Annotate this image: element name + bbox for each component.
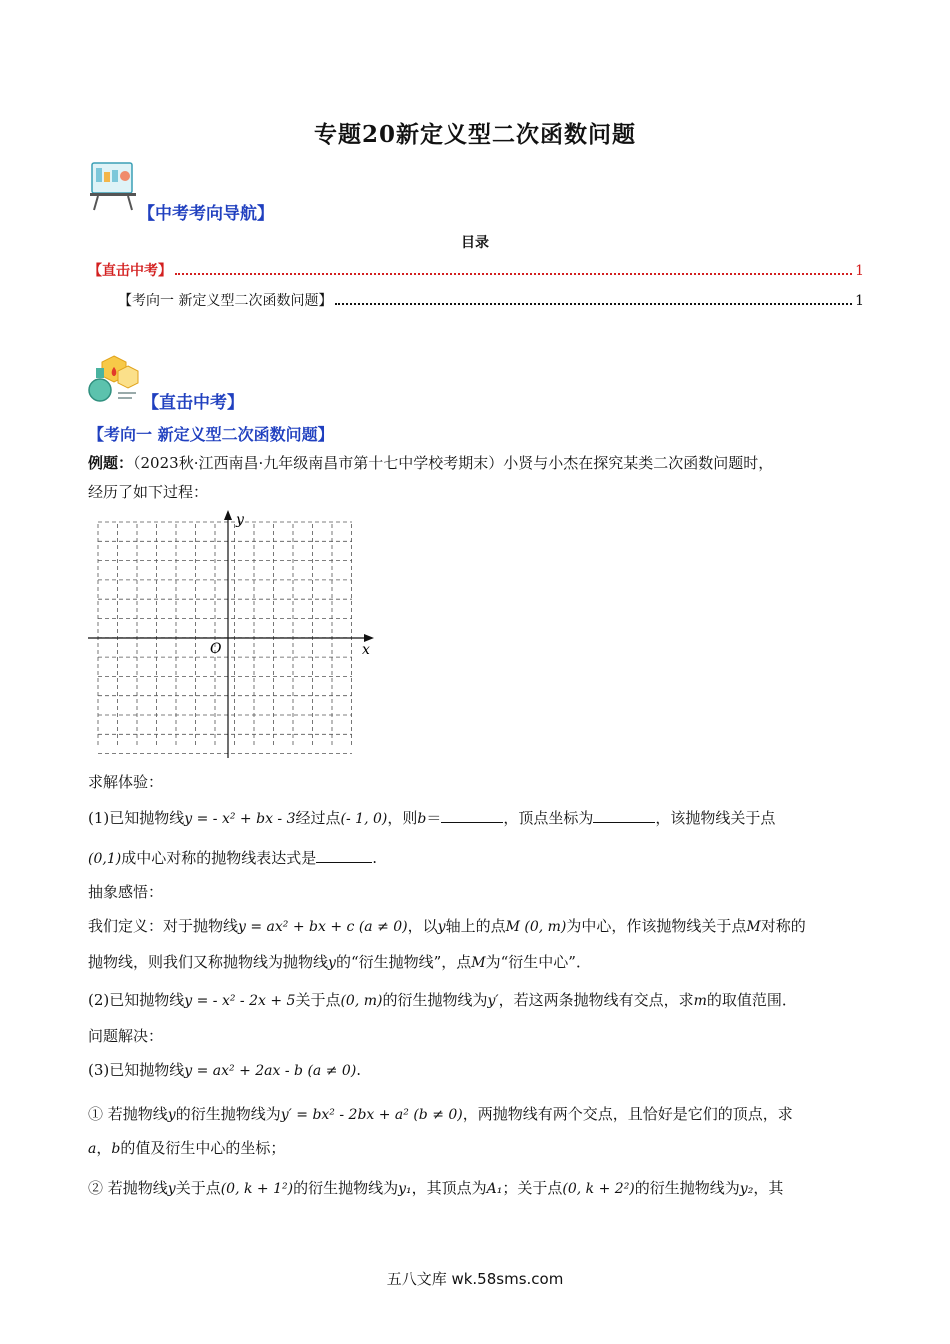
def-text: 为“衍生中心”． <box>485 953 591 971</box>
q2-point: (0, m) <box>340 993 383 1009</box>
def-text: 轴上的点 <box>445 917 506 935</box>
coordinate-grid <box>86 510 376 760</box>
q3i-text: ， <box>96 1139 112 1157</box>
q3i-text: ① 若抛物线 <box>88 1105 168 1123</box>
question-1-line-1 <box>88 808 775 829</box>
q3i-formula: y′ = bx² - 2bx + a² (b ≠ 0) <box>280 1107 463 1123</box>
q1-formula: y = - x² + bx - 3 <box>184 811 296 827</box>
q1-text: ＝ <box>426 809 442 827</box>
def-text: 抛物线，则我们又称抛物线为抛物线 <box>88 953 329 971</box>
q3ii-text: ，其顶点为 <box>411 1179 487 1197</box>
q3ii-text: 的衍生抛物线为 <box>293 1179 399 1197</box>
flask-icon <box>88 354 140 404</box>
q2-text: (2)已知抛物线 <box>88 991 185 1009</box>
q3-text: . <box>356 1061 362 1079</box>
q3i-y-var: y <box>167 1107 176 1123</box>
question-3-part-1-line-2 <box>88 1138 285 1159</box>
answer-blank-b[interactable] <box>441 808 503 823</box>
q1-b-var: b <box>417 811 427 827</box>
q2-formula: y = - x² - 2x + 5 <box>184 993 296 1009</box>
q3i-text: 的值及衍生中心的坐标； <box>120 1139 286 1157</box>
toc-page-number: 1 <box>855 263 864 279</box>
q1-text: 经过点 <box>295 809 341 827</box>
q3ii-text: 的衍生抛物线为 <box>634 1179 740 1197</box>
x-axis-label: x <box>362 642 370 658</box>
q1-text: (1)已知抛物线 <box>88 809 185 827</box>
example-line-1 <box>88 453 773 473</box>
def-point-M: M (0, m) <box>505 919 567 935</box>
q3i-text: 的衍生抛物线为 <box>175 1105 281 1123</box>
q3ii-point-2: (0, k + 2²) <box>562 1181 635 1197</box>
q1-point-2: (0,1) <box>88 851 122 867</box>
presentation-board-icon <box>88 160 138 212</box>
question-3 <box>88 1060 361 1081</box>
q3ii-text: ；关于点 <box>502 1179 563 1197</box>
def-text: 为中心，作该抛物线关于点 <box>566 917 747 935</box>
q-intro: 求解体验： <box>88 773 164 791</box>
q1-point: (- 1, 0) <box>340 811 388 827</box>
q1-text: 成中心对称的抛物线表达式是 <box>121 849 317 867</box>
toc-leader-dots <box>335 302 852 305</box>
toc-item-direction-one[interactable] <box>118 290 864 310</box>
q3ii-point-1: (0, k + 1²) <box>220 1181 294 1197</box>
def-text: ，以 <box>407 917 438 935</box>
def-y-var: y <box>437 919 446 935</box>
toc-item-label: 【直击中考】 <box>88 263 172 279</box>
section-heading: 【直击中考】 <box>142 393 244 413</box>
example-label: 例题： <box>88 454 134 472</box>
toc-page-number: 1 <box>855 293 864 309</box>
page-title: 专题20新定义型二次函数问题 <box>313 121 636 148</box>
definition-line-1 <box>88 916 806 937</box>
example-text: （2023秋·江西南昌·九年级南昌市第十七中学校考期末）小贤与小杰在探究某类二次函数问题时， <box>133 454 774 472</box>
toc-title: 目录 <box>461 235 489 251</box>
question-3-part-2 <box>88 1178 783 1199</box>
q3ii-y2-var: y₂ <box>739 1181 754 1197</box>
definition-line-2 <box>88 952 591 973</box>
q2-y-prime: y′ <box>487 993 499 1009</box>
toc-item-direct[interactable] <box>88 260 864 280</box>
x-axis-arrow-icon <box>364 634 374 642</box>
q1-text: ，顶点坐标为 <box>503 809 594 827</box>
toc-item-label: 【考向一 新定义型二次函数问题】 <box>118 293 333 309</box>
def-M-var: M <box>746 919 761 935</box>
question-3-part-1-line-1 <box>88 1104 793 1125</box>
q2-text: 的衍生抛物线为 <box>382 991 488 1009</box>
solve-heading: 问题解决： <box>88 1027 164 1045</box>
example-line-2: 经历了如下过程： <box>88 483 209 501</box>
def-text: 的“衍生抛物线”，点 <box>335 953 472 971</box>
q1-text: . <box>372 849 377 867</box>
subsection-heading: 【考向一 新定义型二次函数问题】 <box>88 425 334 444</box>
nav-heading: 【中考考向导航】 <box>138 204 274 224</box>
q3ii-text: ，其 <box>753 1179 784 1197</box>
q3-text: (3)已知抛物线 <box>88 1061 185 1079</box>
q3ii-A1-var: A₁ <box>486 1181 503 1197</box>
toc-leader-dots <box>175 272 852 275</box>
def-text: 对称的 <box>760 917 806 935</box>
footer-watermark: 五八文库 wk.58sms.com <box>386 1270 564 1288</box>
q3i-b-var: b <box>111 1141 121 1157</box>
y-axis-label: y <box>236 512 244 528</box>
q3ii-text: 关于点 <box>175 1179 221 1197</box>
q3ii-y-var: y <box>167 1181 176 1197</box>
q3-formula: y = ax² + 2ax - b (a ≠ 0) <box>184 1063 357 1079</box>
y-axis-arrow-icon <box>224 510 232 520</box>
q2-text: ，若这两条抛物线有交点，求 <box>498 991 694 1009</box>
def-M-var: M <box>471 955 486 971</box>
q1-text: ，该抛物线关于点 <box>655 809 776 827</box>
def-y-var: y <box>328 955 336 971</box>
q2-text: 关于点 <box>295 991 341 1009</box>
question-2 <box>88 990 797 1011</box>
q3i-a-var: a <box>88 1141 97 1157</box>
origin-label: O <box>210 641 222 657</box>
q3i-text: ，两抛物线有两个交点，且恰好是它们的顶点，求 <box>462 1105 793 1123</box>
q2-text: 的取值范围． <box>706 991 797 1009</box>
q3ii-text: ② 若抛物线 <box>88 1179 168 1197</box>
answer-blank-expression[interactable] <box>316 848 372 863</box>
question-1-line-2 <box>88 848 377 869</box>
q2-m-var: m <box>693 993 707 1009</box>
def-formula: y = ax² + bx + c (a ≠ 0) <box>238 919 408 935</box>
abstract-heading: 抽象感悟： <box>88 883 164 901</box>
q3ii-y1-var: y₁ <box>398 1181 412 1197</box>
def-text: 我们定义：对于抛物线 <box>88 917 239 935</box>
answer-blank-vertex[interactable] <box>593 808 655 823</box>
q1-text: ，则 <box>387 809 418 827</box>
